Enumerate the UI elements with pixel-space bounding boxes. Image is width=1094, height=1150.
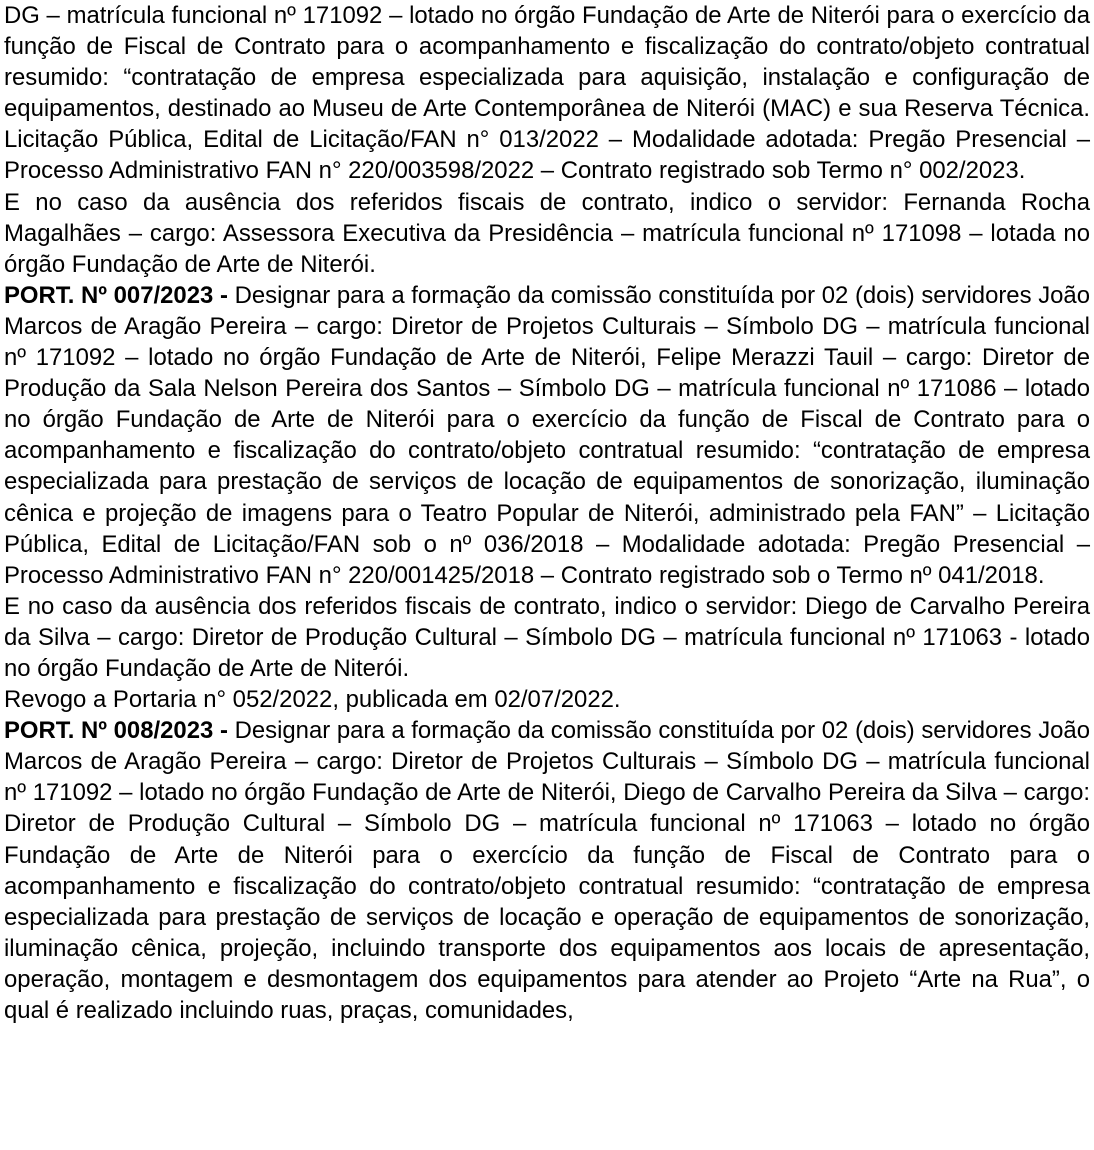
paragraph-text: Revogo a Portaria n° 052/2022, publicada em 02/07/2022. bbox=[4, 686, 621, 714]
paragraph-text: Designar para a formação da comissão constituída por 02 (dois) servidores João Marcos de Aragão Pereira – cargo: Diretor de Projetos Culturais – Símbolo DG – matrícula funcional nº 171092 – lotado no órgão Fundação de Arte de Niterói, Diego de Carvalho Pereira da Silva – cargo: Diretor de Produção Cultural – Símbolo DG – matrícula funcional nº 171063 – lotado no órgão Fundação de Arte de Niterói para o exercício da função de Fiscal de Contrato para o acompanhamento e fiscalização do contrato/objeto contratual resumido: “contratação de empresa especializada para prestação de serviços de locação e operação de equipamentos de sonorização, iluminação cênica, projeção, incluindo transporte dos equipamentos aos locais de apresentação, operação, montagem e desmontagem dos equipamentos para atender ao Projeto “Arte na Rua”, o qual é realizado incluindo ruas, praças, comunidades, bbox=[4, 717, 1091, 1024]
paragraph-mac-contract-continuation bbox=[4, 0, 1090, 187]
paragraph-revocation bbox=[4, 684, 1090, 715]
portaria-008-2023 bbox=[4, 715, 1090, 1026]
paragraph-text: E no caso da ausência dos referidos fiscais de contrato, indico o servidor: Diego de Carvalho Pereira da Silva – cargo: Diretor de Produção Cultural – Símbolo DG – matrícula funcional nº 171063 - lotado no órgão Fundação de Arte de Niterói. bbox=[4, 592, 1090, 682]
paragraph-substitute-fiscal bbox=[4, 187, 1090, 280]
paragraph-substitute-fiscal bbox=[4, 591, 1090, 684]
paragraph-text: Designar para a formação da comissão constituída por 02 (dois) servidores João Marcos de Aragão Pereira – cargo: Diretor de Projetos Culturais – Símbolo DG – matrícula funcional nº 171092 – lotado no órgão Fundação de Arte de Niterói, Felipe Merazzi Tauil – cargo: Diretor de Produção da Sala Nelson Pereira dos Santos – Símbolo DG – matrícula funcional nº 171086 – lotado no órgão Fundação de Arte de Niterói para o exercício da função de Fiscal de Contrato para o acompanhamento e fiscalização do contrato/objeto contratual resumido: “contratação de empresa especializada para prestação de serviços de locação de equipamentos de sonorização, iluminação cênica e projeção de imagens para o Teatro Popular de Niterói, administrado pela FAN” – Licitação Pública, Edital de Licitação/FAN sob o nº 036/2018 – Modalidade adotada: Pregão Presencial – Processo Administrativo FAN n° 220/001425/2018 – Contrato registrado sob o Termo nº 041/2018. bbox=[4, 281, 1091, 589]
portaria-number-label: PORT. Nº 008/2023 - bbox=[4, 717, 235, 745]
paragraph-text: DG – matrícula funcional nº 171092 – lotado no órgão Fundação de Arte de Niterói para o exercício da função de Fiscal de Contrato para o acompanhamento e fiscalização do contrato/objeto contratual resumido: “contratação de empresa especializada para aquisição, instalação e configuração de equipamentos, destinado ao Museu de Arte Contemporânea de Niterói (MAC) e sua Reserva Técnica. Licitação Pública, Edital de Licitação/FAN n° 013/2022 – Modalidade adotada: Pregão Presencial – Processo Administrativo FAN n° 220/003598/2022 – Contrato registrado sob Termo n° 002/2023. bbox=[4, 2, 1090, 185]
portaria-007-2023 bbox=[4, 280, 1090, 591]
portaria-number-label: PORT. Nº 007/2023 - bbox=[4, 281, 235, 309]
paragraph-text: E no caso da ausência dos referidos fiscais de contrato, indico o servidor: Fernanda Rocha Magalhães – cargo: Assessora Executiva da Presidência – matrícula funcional nº 171098 – lotada no órgão Fundação de Arte de Niterói. bbox=[4, 188, 1090, 278]
